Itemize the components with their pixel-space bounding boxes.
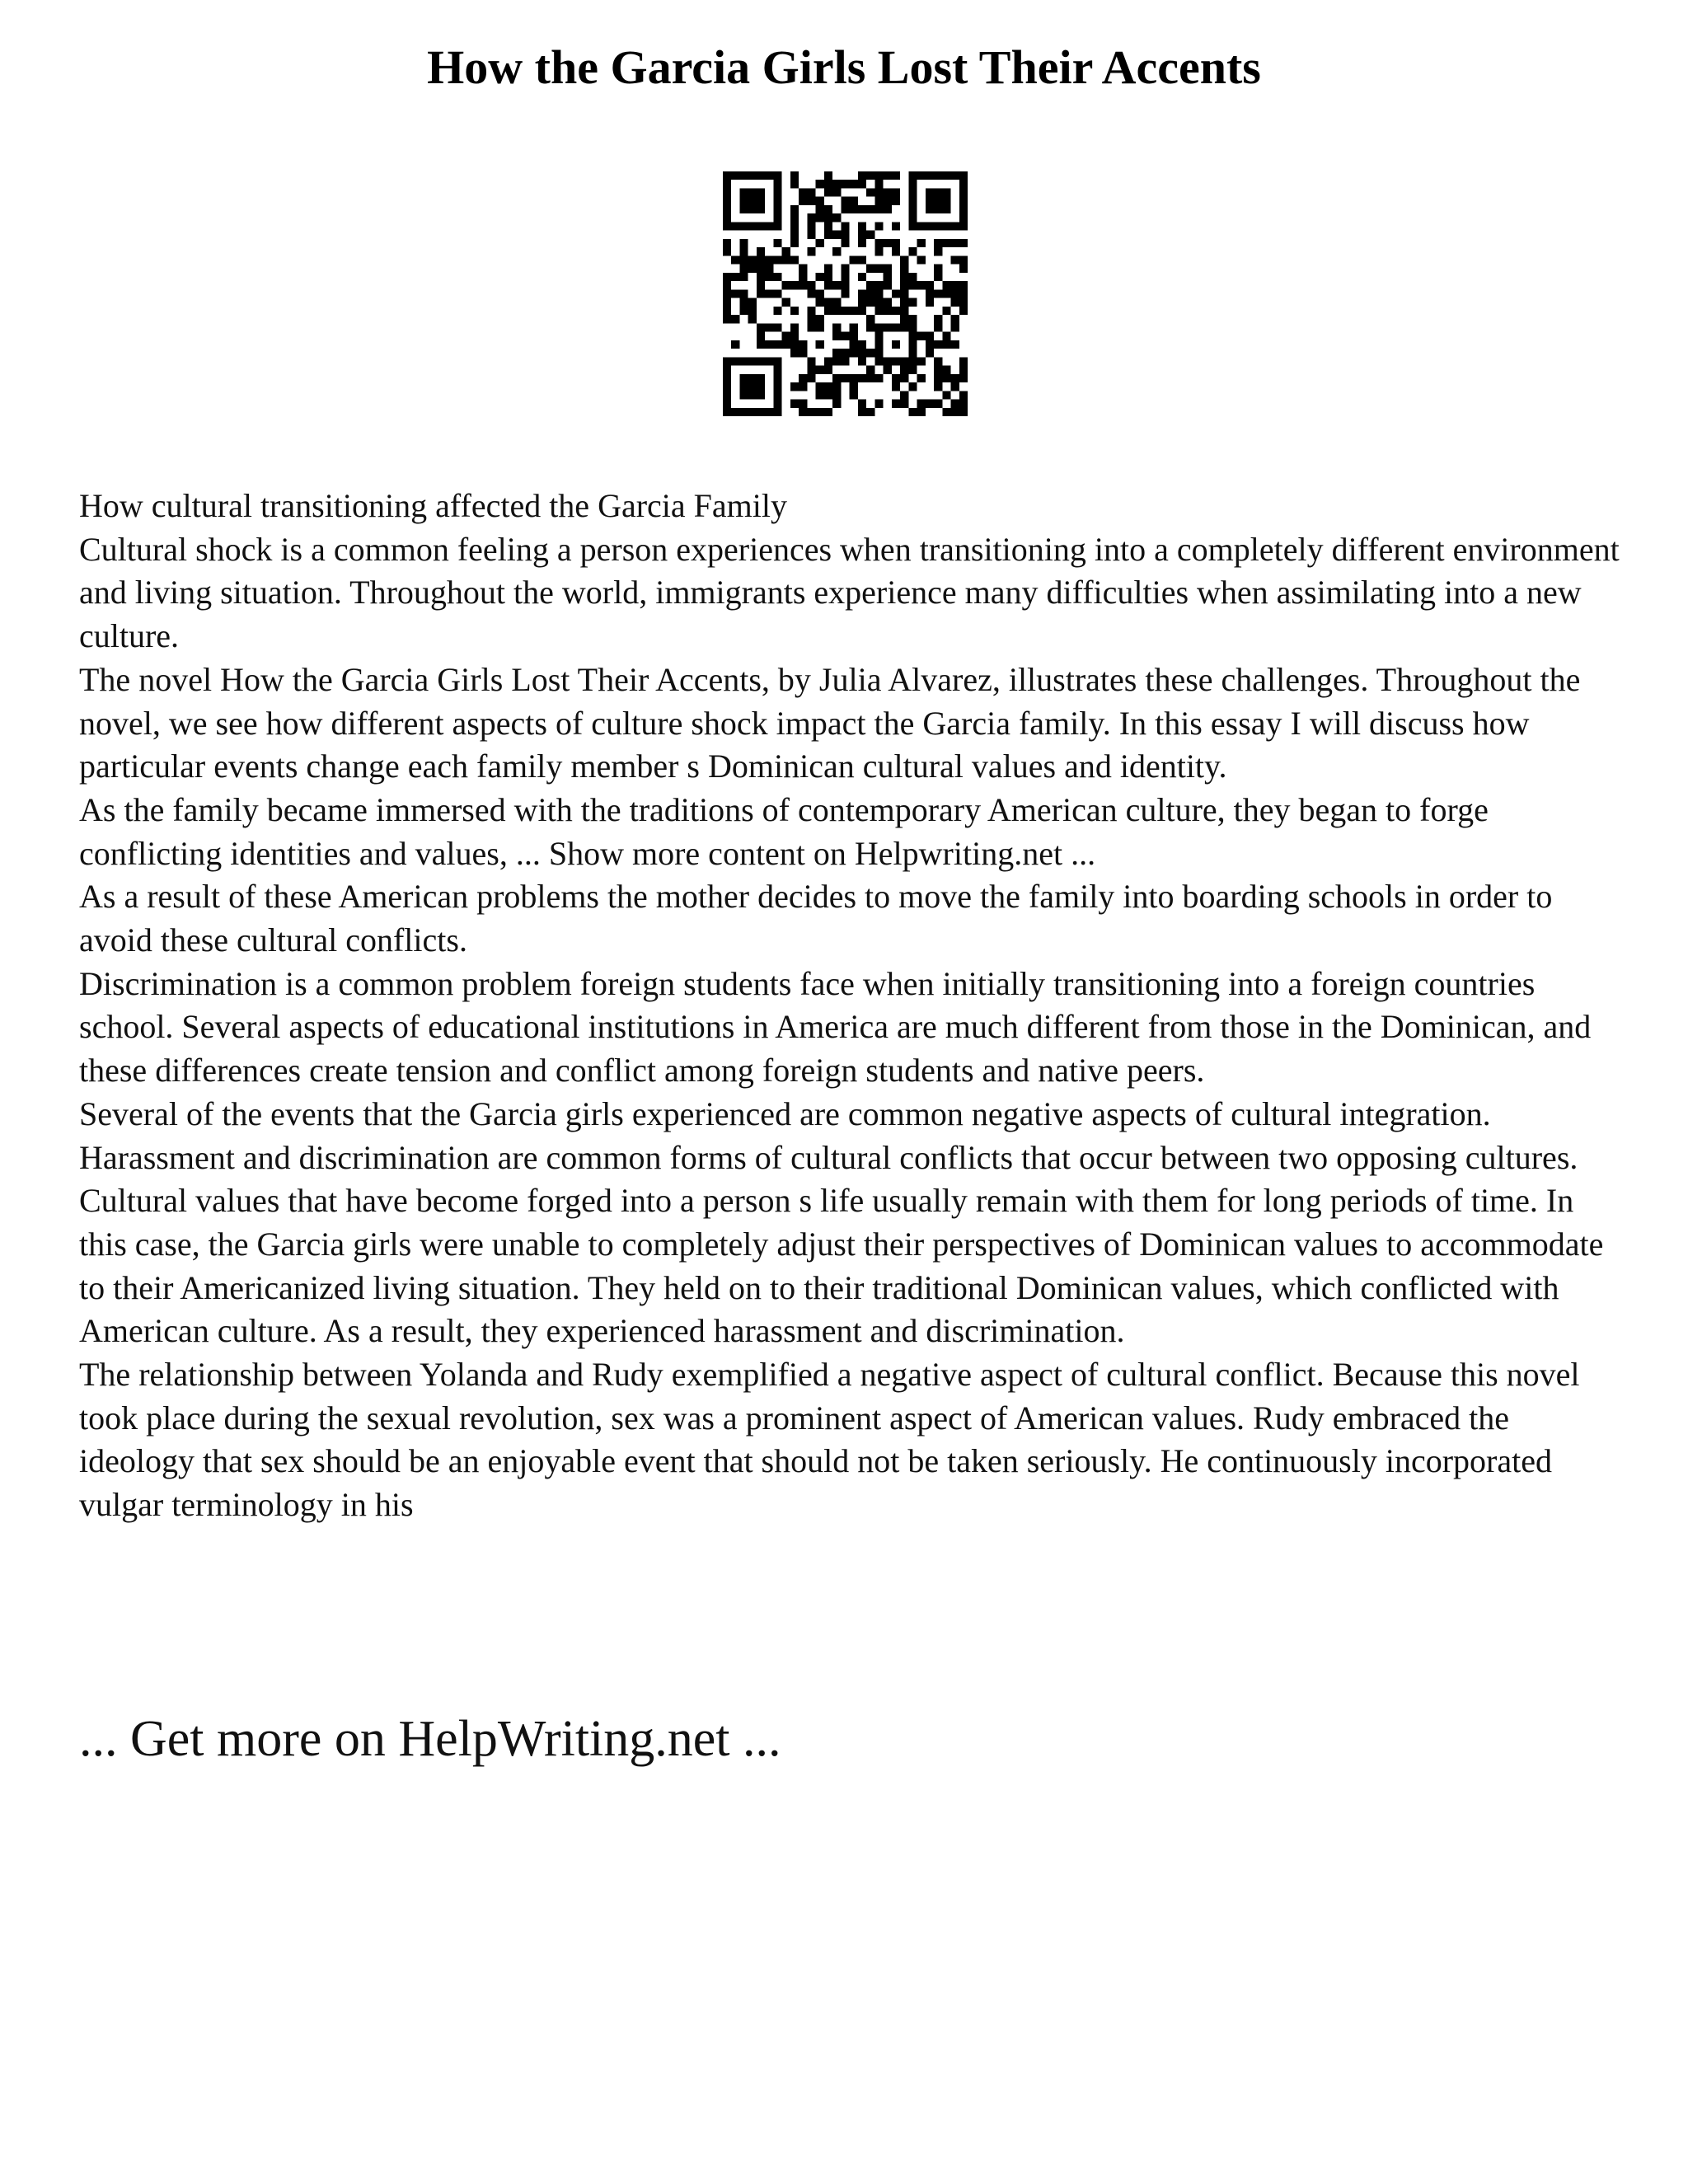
essay-paragraph: Discrimination is a common problem foreign students face when initially transitioning into a foreign countries school. Several aspects of educational institutions in America are much different from those in the Dominican, and these differences create tension and conflict among foreign students and native peers. (79, 964, 1592, 1090)
qr-code-icon[interactable] (723, 171, 968, 416)
essay-body (79, 485, 1629, 1527)
essay-paragraph: Cultural shock is a common feeling a person experiences when transitioning into a completely different environment and living situation. Throughout the world, immigrants experience many difficulties when assimilating into a new culture. (79, 530, 1620, 655)
essay-paragraph: As the family became immersed with the traditions of contemporary American culture, they began to forge conflicting identities and values, ... Show more content on Helpwriting.net ... (79, 790, 1489, 872)
essay-paragraph: The relationship between Yolanda and Rudy exemplified a negative aspect of cultural conflict. Because this novel took place during the sexual revolution, sex was a prominent aspect of American values. Rudy embraced the ideology that sex should be an enjoyable event that should not be taken seriously. He continuously incorporated vulgar terminology in his (79, 1356, 1580, 1524)
document-title: How the Garcia Girls Lost Their Accents (427, 40, 1261, 94)
essay-subtitle: How cultural transitioning affected the Garcia Family (79, 487, 787, 524)
essay-paragraph: The novel How the Garcia Girls Lost Their Accents, by Julia Alvarez, illustrates these challenges. Throughout the novel, we see how different aspects of culture shock impact the Garcia family. In this essay I will discuss how particular events change each family member s Dominican cultural values and identity. (79, 660, 1581, 785)
essay-paragraph: As a result of these American problems the mother decides to move the family into boarding schools in order to avoid these cultural conflicts. (79, 878, 1553, 959)
essay-paragraph: Several of the events that the Garcia girls experienced are common negative aspects of cultural integration. Harassment and discrimination are common forms of cultural conflicts that occur between two opposing cultures. Cultural values that have become forged into a person s life usually remain with them for long periods of time. In this case, the Garcia girls were unable to completely adjust their perspectives of Dominican values to accommodate to their Americanized living situation. They held on to their traditional Dominican values, which conflicted with American culture. As a result, they experienced harassment and discrimination. (79, 1094, 1604, 1350)
get-more-link[interactable]: ... Get more on HelpWriting.net ... (79, 1711, 781, 1767)
